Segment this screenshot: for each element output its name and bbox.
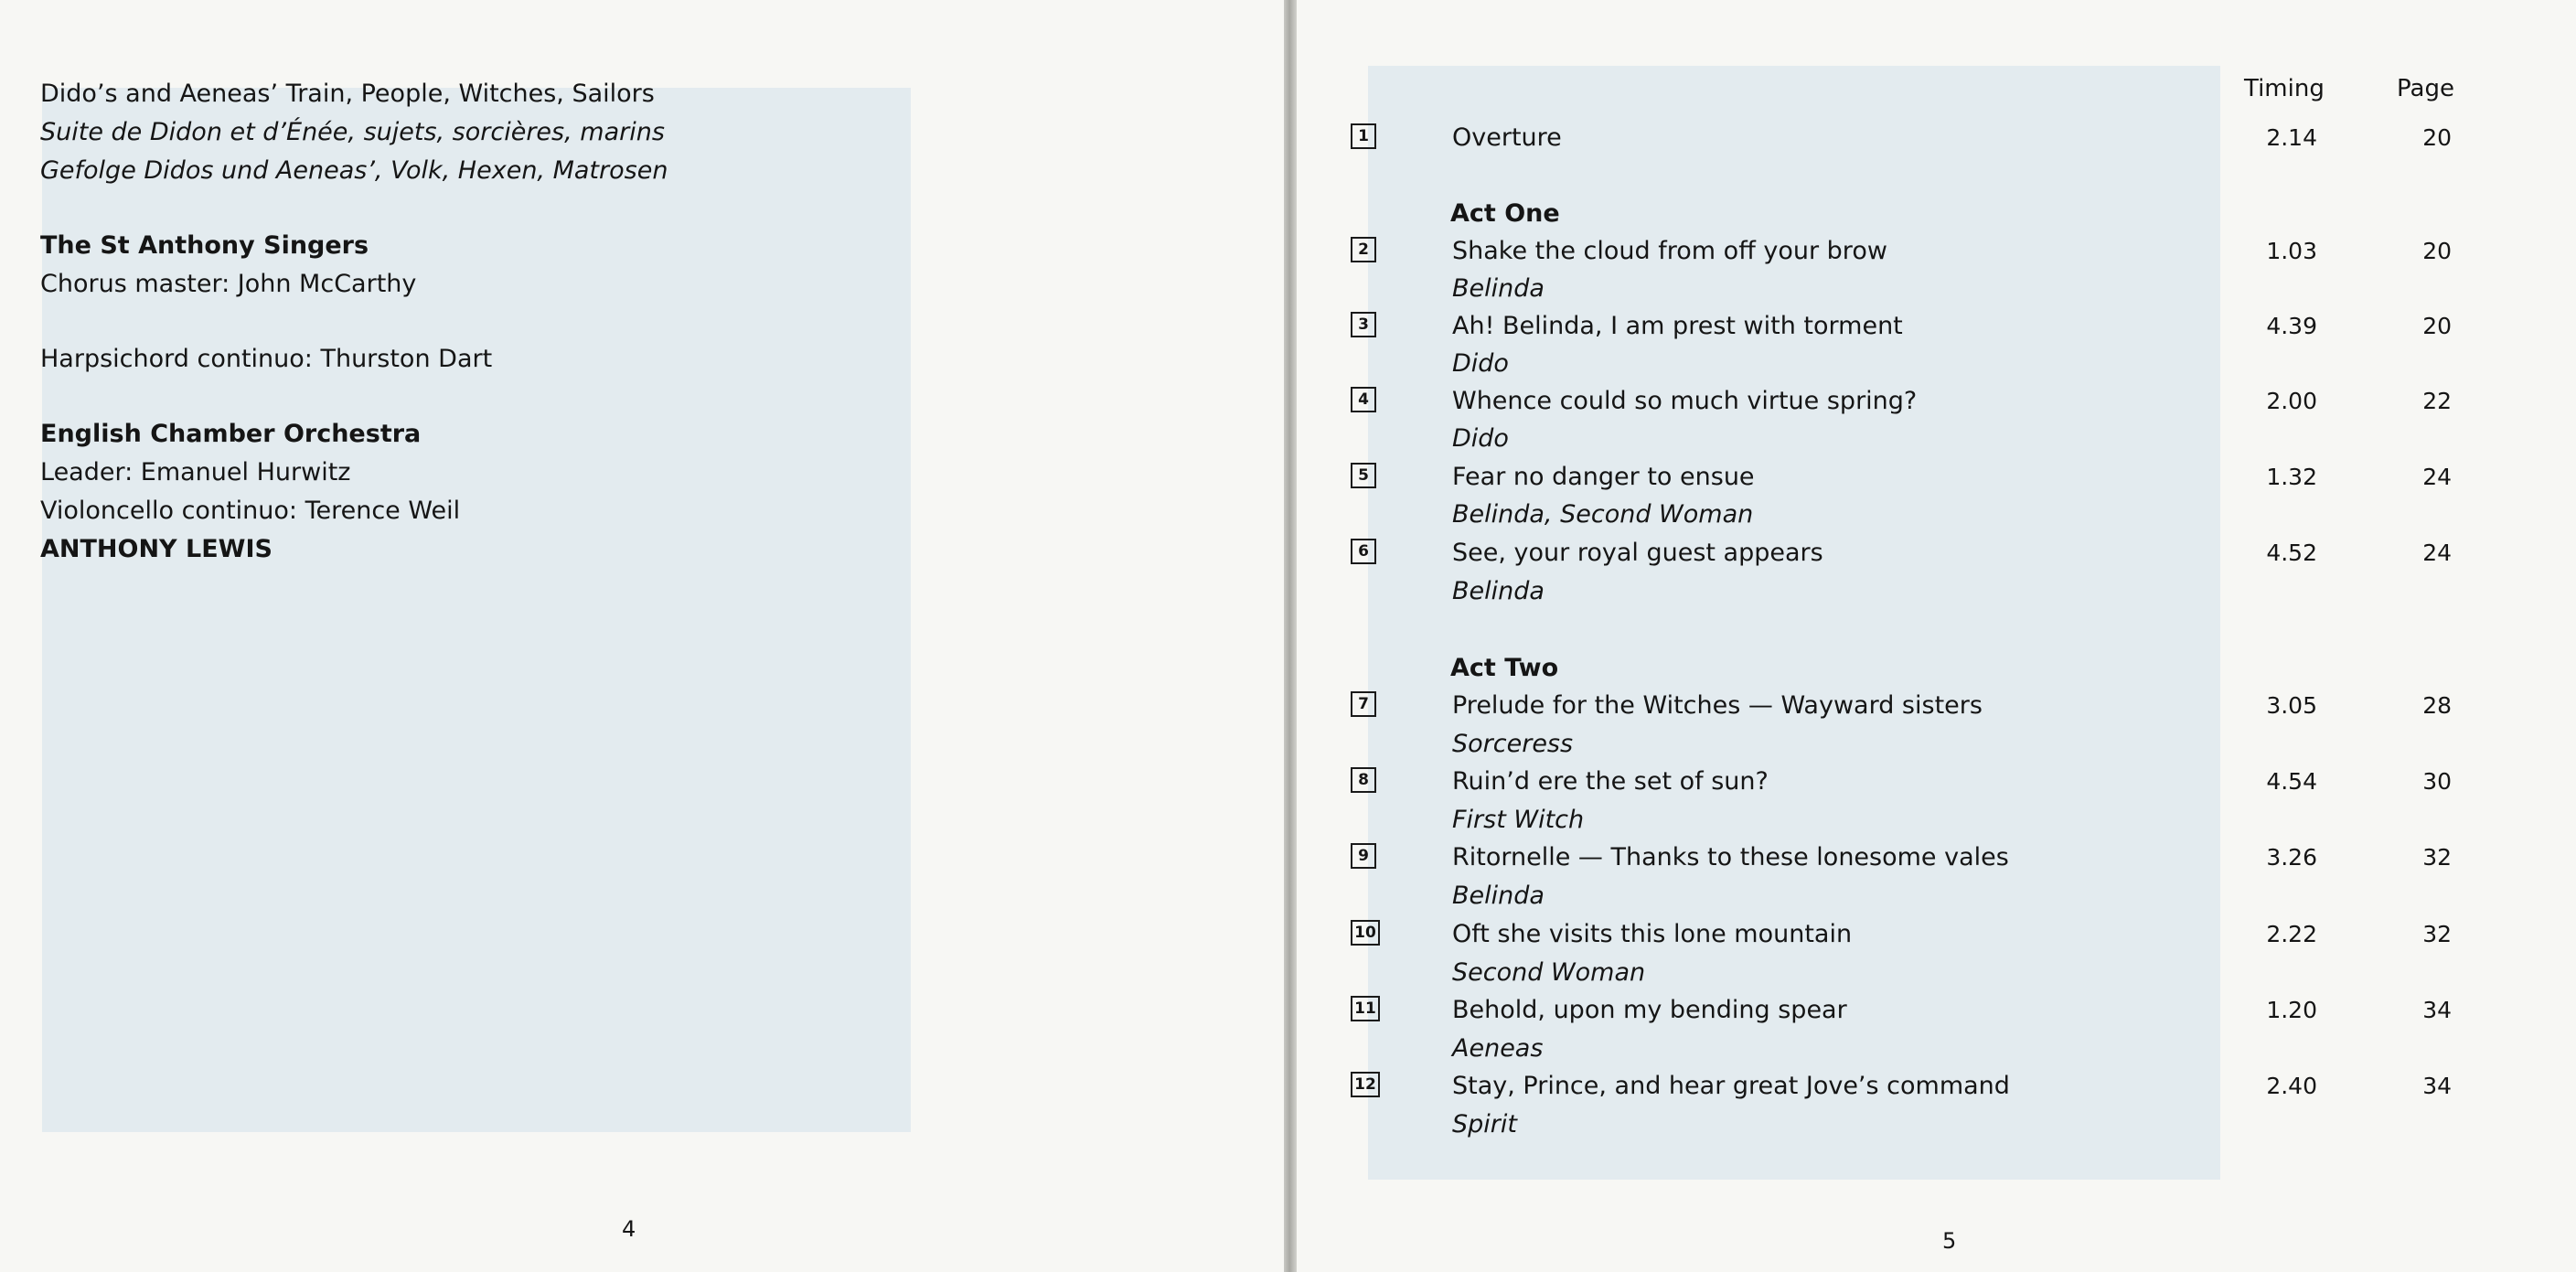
- track-timing: 4.39: [2266, 313, 2317, 339]
- track-voice: First Witch: [1452, 806, 1585, 834]
- track-title: Shake the cloud from off your brow: [1452, 237, 1887, 265]
- track-timing: 2.00: [2266, 388, 2317, 414]
- track-title: Ruin’d ere the set of sun?: [1452, 767, 1769, 796]
- track-title: Whence could so much virtue spring?: [1452, 387, 1918, 415]
- track-page: 22: [2422, 388, 2452, 414]
- choir-name: The St Anthony Singers: [40, 231, 369, 260]
- right-page: [1297, 0, 2576, 1272]
- track-number: 6: [1351, 539, 1376, 564]
- track-title: Behold, upon my bending spear: [1452, 996, 1847, 1024]
- credit-line: Dido’s and Aeneas’ Train, People, Witches, Sailors: [40, 80, 655, 108]
- track-number: 7: [1351, 691, 1376, 717]
- conductor-name: ANTHONY LEWIS: [40, 535, 273, 563]
- credit-line: Suite de Didon et d’Énée, sujets, sorcières, marins: [40, 118, 665, 146]
- track-row: [1297, 688, 2576, 724]
- track-number: 3: [1351, 312, 1376, 337]
- track-number: 8: [1351, 767, 1376, 793]
- track-voice: Second Woman: [1452, 958, 1646, 987]
- credit-line: Chorus master: John McCarthy: [40, 270, 417, 298]
- page-number: 5: [1942, 1228, 1957, 1254]
- track-timing: 4.54: [2266, 768, 2317, 795]
- track-number: 4: [1351, 387, 1376, 412]
- track-number: 9: [1351, 843, 1376, 869]
- credit-line: Gefolge Didos und Aeneas’, Volk, Hexen, Matrosen: [40, 156, 668, 185]
- page-header: Page: [2397, 75, 2454, 102]
- track-title: Prelude for the Witches — Wayward sisters: [1452, 691, 1983, 720]
- track-title: Ritornelle — Thanks to these lonesome vales: [1452, 843, 2009, 871]
- track-page: 24: [2422, 464, 2452, 490]
- track-voice: Aeneas: [1452, 1034, 1544, 1063]
- track-page: 32: [2422, 921, 2452, 947]
- track-timing: 2.22: [2266, 921, 2317, 947]
- track-title: Stay, Prince, and hear great Jove’s command: [1452, 1072, 2010, 1100]
- track-timing: 1.20: [2266, 997, 2317, 1023]
- track-page: 34: [2422, 997, 2452, 1023]
- credit-line: Violoncello continuo: Terence Weil: [40, 497, 461, 525]
- act-heading: Act Two: [1450, 654, 1559, 682]
- track-timing: 2.14: [2266, 124, 2317, 151]
- track-timing: 1.32: [2266, 464, 2317, 490]
- track-title: See, your royal guest appears: [1452, 539, 1823, 567]
- track-number: 2: [1351, 237, 1376, 262]
- track-page: 20: [2422, 238, 2452, 264]
- track-voice: Belinda: [1452, 882, 1545, 910]
- track-voice: Belinda: [1452, 274, 1545, 303]
- track-page: 30: [2422, 768, 2452, 795]
- track-row: [1297, 992, 2576, 1029]
- track-row: [1297, 1068, 2576, 1105]
- track-row: [1297, 120, 2576, 156]
- track-timing: 3.05: [2266, 692, 2317, 719]
- act-heading: Act One: [1450, 199, 1560, 228]
- track-row: [1297, 764, 2576, 800]
- track-title: Fear no danger to ensue: [1452, 463, 1755, 491]
- track-timing: 2.40: [2266, 1073, 2317, 1099]
- track-voice: Dido: [1452, 424, 1509, 453]
- book-gutter: [1284, 0, 1297, 1272]
- track-row: [1297, 233, 2576, 270]
- page-number: 4: [622, 1216, 636, 1242]
- track-timing: 3.26: [2266, 844, 2317, 871]
- track-number: 1: [1351, 123, 1376, 149]
- track-row: [1297, 535, 2576, 572]
- track-voice: Sorceress: [1452, 730, 1574, 758]
- track-page: 24: [2422, 540, 2452, 566]
- track-page: 20: [2422, 313, 2452, 339]
- track-page: 32: [2422, 844, 2452, 871]
- left-page: [0, 0, 1284, 1272]
- track-row: [1297, 459, 2576, 496]
- track-row: [1297, 383, 2576, 420]
- track-row: [1297, 308, 2576, 345]
- track-voice: Spirit: [1452, 1110, 1517, 1138]
- track-row: [1297, 839, 2576, 876]
- track-page: 20: [2422, 124, 2452, 151]
- track-title: Ah! Belinda, I am prest with torment: [1452, 312, 1903, 340]
- track-number: 11: [1351, 996, 1380, 1021]
- track-voice: Belinda, Second Woman: [1452, 500, 1754, 529]
- credit-line: Harpsichord continuo: Thurston Dart: [40, 345, 493, 373]
- track-timing: 4.52: [2266, 540, 2317, 566]
- orchestra-name: English Chamber Orchestra: [40, 420, 422, 448]
- track-page: 28: [2422, 692, 2452, 719]
- track-number: 5: [1351, 463, 1376, 488]
- track-row: [1297, 916, 2576, 953]
- track-title: Overture: [1452, 123, 1562, 152]
- track-voice: Belinda: [1452, 577, 1545, 605]
- timing-header: Timing: [2244, 75, 2325, 102]
- track-title: Oft she visits this lone mountain: [1452, 920, 1853, 948]
- track-page: 34: [2422, 1073, 2452, 1099]
- track-timing: 1.03: [2266, 238, 2317, 264]
- credits-block: [40, 75, 863, 569]
- track-number: 10: [1351, 920, 1380, 946]
- track-voice: Dido: [1452, 349, 1509, 378]
- track-number: 12: [1351, 1072, 1380, 1097]
- credit-line: Leader: Emanuel Hurwitz: [40, 458, 351, 486]
